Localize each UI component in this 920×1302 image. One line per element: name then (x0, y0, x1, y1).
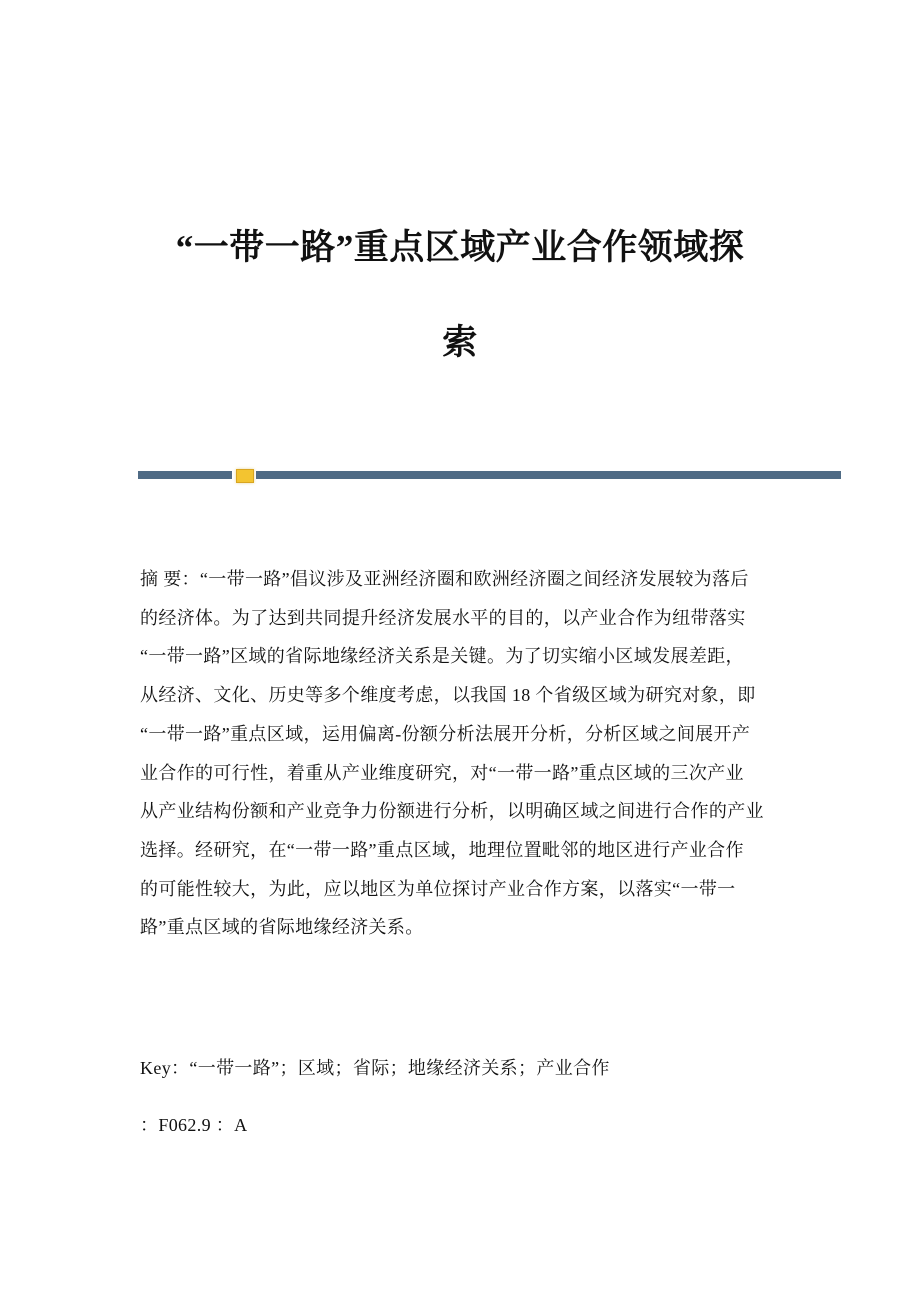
abstract-line: 从产业结构份额和产业竞争力份额进行分析，以明确区域之间进行合作的产业 (140, 801, 764, 822)
abstract-line: 的经济体。为了达到共同提升经济发展水平的目的，以产业合作为纽带落实 (140, 607, 746, 628)
abstract-line: 业合作的可行性，着重从产业维度研究，对“一带一路”重点区域的三次产业 (140, 762, 744, 783)
abstract-line: 路”重点区域的省际地缘经济关系。 (140, 917, 424, 938)
abstract-line: “一带一路”重点区域，运用偏离-份额分析法展开分析，分析区域之间展开产 (140, 723, 751, 744)
abstract-line: 的可能性较大，为此，应以地区为单位探讨产业合作方案，以落实“一带一 (140, 878, 736, 899)
divider-right (256, 471, 841, 479)
divider-left (138, 471, 232, 479)
document-title-line-2: 索 (442, 323, 478, 362)
classification-code: ：F062.9 ：A (140, 1115, 248, 1135)
keywords: Key：“一带一路”；区域；省际；地缘经济关系；产业合作 (140, 1058, 610, 1078)
abstract-line: 从经济、文化、历史等多个维度考虑，以我国 18 个省级区域为研究对象，即 (140, 685, 756, 706)
abstract-line: “一带一路”区域的省际地缘经济关系是关键。为了切实缩小区域发展差距， (140, 646, 744, 667)
abstract-line: 摘 要：“一带一路”倡议涉及亚洲经济圈和欧洲经济圈之间经济发展较为落后 (140, 569, 749, 589)
abstract-line: 选择。经研究，在“一带一路”重点区域，地理位置毗邻的地区进行产业合作 (140, 839, 744, 860)
document-title-line-1: “一带一路”重点区域产业合作领域探 (175, 228, 745, 267)
divider-ornament-icon (236, 469, 254, 483)
